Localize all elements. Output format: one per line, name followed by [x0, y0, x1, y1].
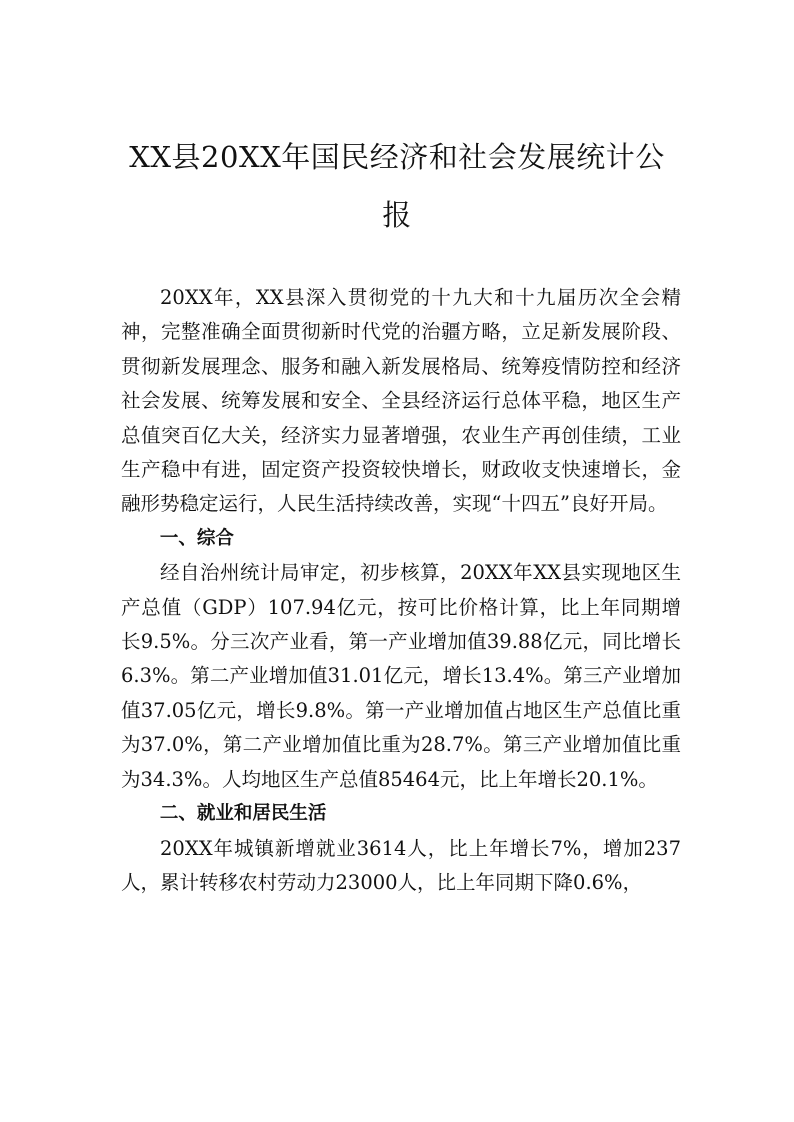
intro-paragraph: 20XX年，XX县深入贯彻党的十九大和十九届历次全会精神，完整准确全面贯彻新时代党的治疆方略，立足新发展阶段、贯彻新发展理念、服务和融入新发展格局、统筹疫情防控和经济社会发展、统筹发展和安全、全县经济运行总体平稳，地区生产总值突百亿大关，经济实力显著增强，农业生产再创佳绩，工业生产稳中有进，固定资产投资较快增长，财政收支快速增长，金融形势稳定运行，人民生活持续改善，实现“十四五”良好开局。: [121, 286, 681, 516]
section-heading-employment: 二、就业和居民生活: [159, 803, 327, 825]
section-overview-paragraph: 经自治州统计局审定，初步核算，20XX年XX县实现地区生产总值（GDP）107.94亿元，按可比价格计算，比上年同期增长9.5%。分三次产业看，第一产业增加值39.88亿元，同比增长6.3%。第二产业增加值31.01亿元，增长13.4%。第三产业增加值37.05亿元，增长9.8%。第一产业增加值占地区生产总值比重为37.0%，第二产业增加值比重为28.7%。第三产业增加值比重为34.3%。人均地区生产总值85464元，比上年增长20.1%。: [121, 561, 681, 791]
section-heading-overview: 一、综合: [159, 527, 234, 549]
section-employment-paragraph: 20XX年城镇新增就业3614人，比上年增长7%，增加237人，累计转移农村劳动力23000人，比上年同期下降0.6%，: [121, 836, 681, 894]
document-body: [121, 281, 681, 900]
document-title: XX县20XX年国民经济和社会发展统计公报: [129, 140, 665, 232]
